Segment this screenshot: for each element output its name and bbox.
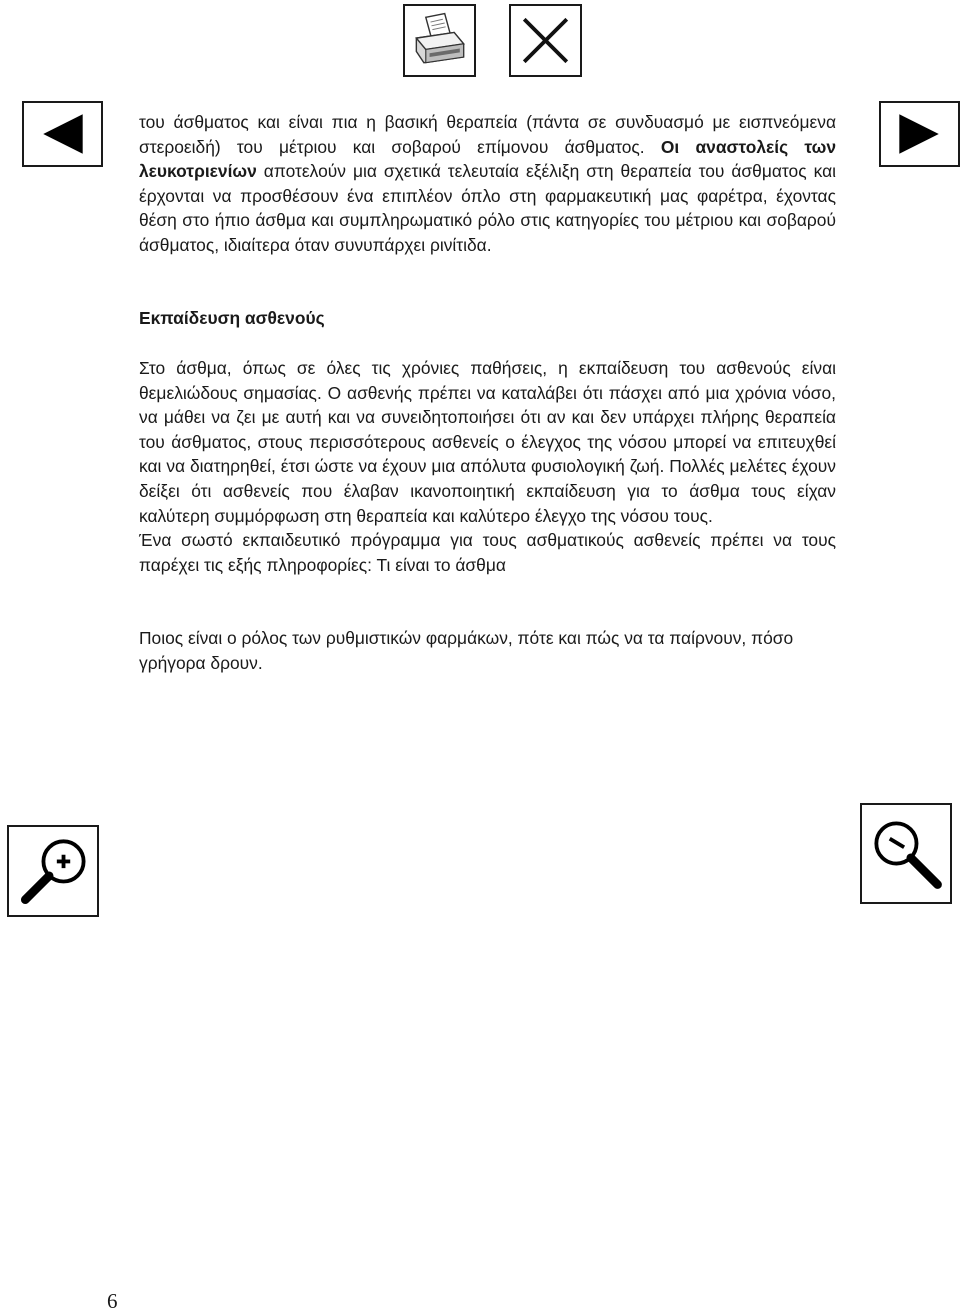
- magnifier-minus-icon: [862, 805, 950, 902]
- program-paragraph: Ένα σωστό εκπαιδευτικό πρόγραμμα για τους ασθματικούς ασθενείς πρέπει να τους παρέχει τις εξής πληροφορίες: Τι είναι το άσθμα: [139, 530, 836, 575]
- intro-paragraph: [139, 110, 836, 258]
- zoom-in-button[interactable]: [7, 825, 99, 917]
- education-paragraph: Στο άσθμα, όπως σε όλες τις χρόνιες παθήσεις, η εκπαίδευση του ασθενούς είναι θεμελιώδους σημασίας. Ο ασθενής πρέπει να καταλάβει ότι πάσχει από μια χρόνια νόσο, να μάθει να ζει με αυτή και να συνειδητοποιήσει ότι αν και δεν υπάρχει πλήρης θεραπεία του άσθματος, στους περισσότερους ασθενείς ο έλεγχος της νόσου μπορεί να επιτευχθεί και να διατηρηθεί, έτσι ώστε να έχουν μια απόλυτα φυσιολογική ζωή. Πολλές μελέτες έχουν δείξει ότι ασθενείς που έλαβαν ικανοποιητική εκπαίδευση για το άσθμα τους είχαν καλύτερη συμμόρφωση στη θεραπεία και καλύτερο έλεγχο της νόσου τους.: [139, 358, 836, 526]
- close-button[interactable]: [509, 4, 582, 77]
- magnifier-plus-icon: [9, 827, 97, 915]
- closing-paragraph: [139, 626, 836, 675]
- leukotriene-term: Οι αναστολείς των λευκοτριενίων: [139, 136, 836, 182]
- print-button[interactable]: [403, 4, 476, 77]
- closing-text: Ποιος είναι ο ρόλος των ρυθμιστικών φαρμάκων, πότε και πώς να τα παίρνουν, πόσο γρήγορα δρουν.: [139, 628, 794, 673]
- intro-lead-text: του άσθματος και είναι πια η βασική θεραπεία (πάντα σε συνδυασμό με εισπνεόμενα στεροειδή) του μέτριου και σοβαρού επίμονου άσθματος.: [139, 112, 836, 157]
- left-triangle-icon: [24, 103, 101, 165]
- close-x-icon: [511, 6, 580, 75]
- previous-page-button[interactable]: [22, 101, 103, 167]
- section-heading: Εκπαίδευση ασθενούς: [139, 308, 325, 328]
- printer-icon: [405, 6, 474, 75]
- intro-rest-text: αποτελούν μια σχετικά τελευταία εξέλιξη στη θεραπεία του άσθματος και έρχονται να προσθέσουν ένα επιπλέον όπλο στη φαρμακευτική μας φαρέτρα, έχοντας θέση στο ήπιο άσθμα και συμπληρωματικό ρόλο στις κατηγορίες του μέτριου και σοβαρού άσθματος, ιδιαίτερα όταν συνυπάρχει ρινίτιδα.: [139, 161, 836, 255]
- next-page-button[interactable]: [879, 101, 960, 167]
- zoom-out-button[interactable]: [860, 803, 952, 904]
- right-triangle-icon: [881, 103, 958, 165]
- page-number: 6: [107, 1289, 118, 1313]
- section-body: [139, 356, 836, 577]
